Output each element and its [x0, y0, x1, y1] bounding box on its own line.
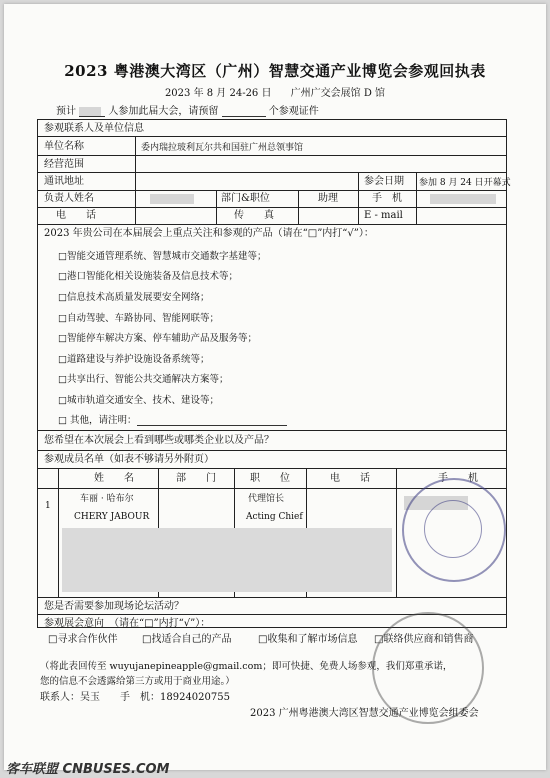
label-company: 单位名称 — [44, 141, 84, 152]
value-visit-date[interactable]: 参加 8 月 24 日开幕式 — [419, 178, 511, 188]
header-mobile: 手 机 — [438, 473, 478, 484]
label-email: E - mail — [364, 210, 403, 221]
product-option-6[interactable]: □道路建设与养护设施设备系统等； — [58, 354, 210, 365]
label-visit-date: 参会日期 — [364, 176, 404, 187]
member-1-name-cn[interactable]: 车丽 · 哈布尔 — [80, 494, 134, 504]
consulate-seal — [402, 478, 506, 582]
member-1-position-cn[interactable]: 代理馆长 — [248, 494, 285, 504]
product-option-7[interactable]: □共享出行、智能公共交通解决方案等； — [58, 374, 229, 385]
intent-option-1[interactable]: □寻求合作伙伴 — [48, 634, 118, 645]
footer-line-1: （将此表回传至 wuyujanepineapple@gmail.com；即可快捷、免费人场参观，我们郑重承诺， — [40, 661, 453, 672]
product-option-1[interactable]: □智能交通管理系统、智慧城市交通数字基建等； — [58, 251, 267, 262]
footer-line-2: 您的信息不会透露给第三方或用于商业用途。） — [40, 676, 235, 687]
interest-prompt: 2023 年贵公司在本届展会上重点关注和参观的产品（请在“□”内打“√”）： — [44, 228, 374, 239]
member-1-position-en[interactable]: Acting Chief — [246, 512, 303, 522]
form-title: 2023 粤港澳大湾区（广州）智慧交通产业博览会参观回执表 — [64, 62, 486, 80]
hope-question: 您希望在本次展会上看到哪些或哪类企业以及产品？ — [44, 435, 274, 446]
footer-contact: 联系人：吴玉 手 机：18924020755 — [40, 692, 230, 703]
member-redacted-block — [62, 528, 392, 592]
members-title: 参观成员名单（如表不够请另外附页） — [44, 454, 214, 465]
value-person[interactable] — [150, 193, 194, 205]
watermark-logo: 客车联盟 CNBUSES.COM — [6, 762, 170, 777]
member-1-name-en[interactable]: CHERY JABOUR — [74, 512, 150, 522]
value-dept[interactable]: 助理 — [318, 193, 338, 204]
header-dept: 部 门 — [176, 473, 216, 484]
product-option-8[interactable]: □城市轨道交通安全、技术、建设等； — [58, 395, 219, 406]
label-person: 负责人姓名 — [44, 193, 94, 204]
value-mobile[interactable] — [430, 193, 496, 205]
activity-question: 您是否需要参加现场论坛活动？ — [44, 601, 184, 612]
product-option-4[interactable]: □自动驾驶、车路协同、智能网联等； — [58, 313, 219, 324]
header-position: 职 位 — [250, 473, 290, 484]
product-option-2[interactable]: □港口智能化相关设施装备及信息技术等； — [58, 271, 238, 282]
label-scope: 经营范围 — [44, 159, 84, 170]
footer-organizer: 2023 广州粤港澳大湾区智慧交通产业博览会组委会 — [250, 708, 479, 719]
header-name: 姓 名 — [94, 473, 134, 484]
intent-prompt: 参观展会意向 （请在“□”内打“√”）： — [44, 618, 211, 629]
intent-option-4[interactable]: □联络供应商和销售商 — [374, 634, 474, 645]
member-1-no: 1 — [45, 501, 51, 511]
event-date: 2023 年 8 月 24-26 日 — [164, 88, 272, 99]
label-fax: 传 真 — [234, 210, 274, 221]
label-tel: 电 话 — [56, 210, 96, 221]
product-option-other[interactable]: □ 其他，请注明： — [58, 412, 287, 426]
intent-option-3[interactable]: □收集和了解市场信息 — [258, 634, 358, 645]
product-option-3[interactable]: □信息技术高质量发展要安全网络； — [58, 292, 210, 303]
form-page — [4, 4, 546, 770]
section-contact-title: 参观联系人及单位信息 — [44, 123, 144, 134]
pass-count-blank[interactable] — [222, 106, 266, 117]
label-dept: 部门&职位 — [221, 193, 270, 204]
event-venue: 广州广交会展馆 D 馆 — [290, 88, 386, 99]
value-company[interactable]: 委内瑞拉玻利瓦尔共和国驻广州总领事馆 — [141, 143, 304, 153]
label-address: 通讯地址 — [44, 176, 84, 187]
product-option-5[interactable]: □智能停车解决方案、停车辅助产品及服务等； — [58, 333, 257, 344]
form-subtitle — [4, 84, 546, 99]
label-mobile: 手 机 — [372, 193, 402, 204]
intent-option-2[interactable]: □找适合自己的产品 — [142, 634, 232, 645]
header-phone: 电 话 — [330, 473, 370, 484]
expected-attendance: 预计 人参加此届大会，请预留 个参观证件 — [56, 106, 319, 117]
registration-table — [37, 119, 511, 629]
attendee-count-blank[interactable] — [79, 106, 105, 117]
